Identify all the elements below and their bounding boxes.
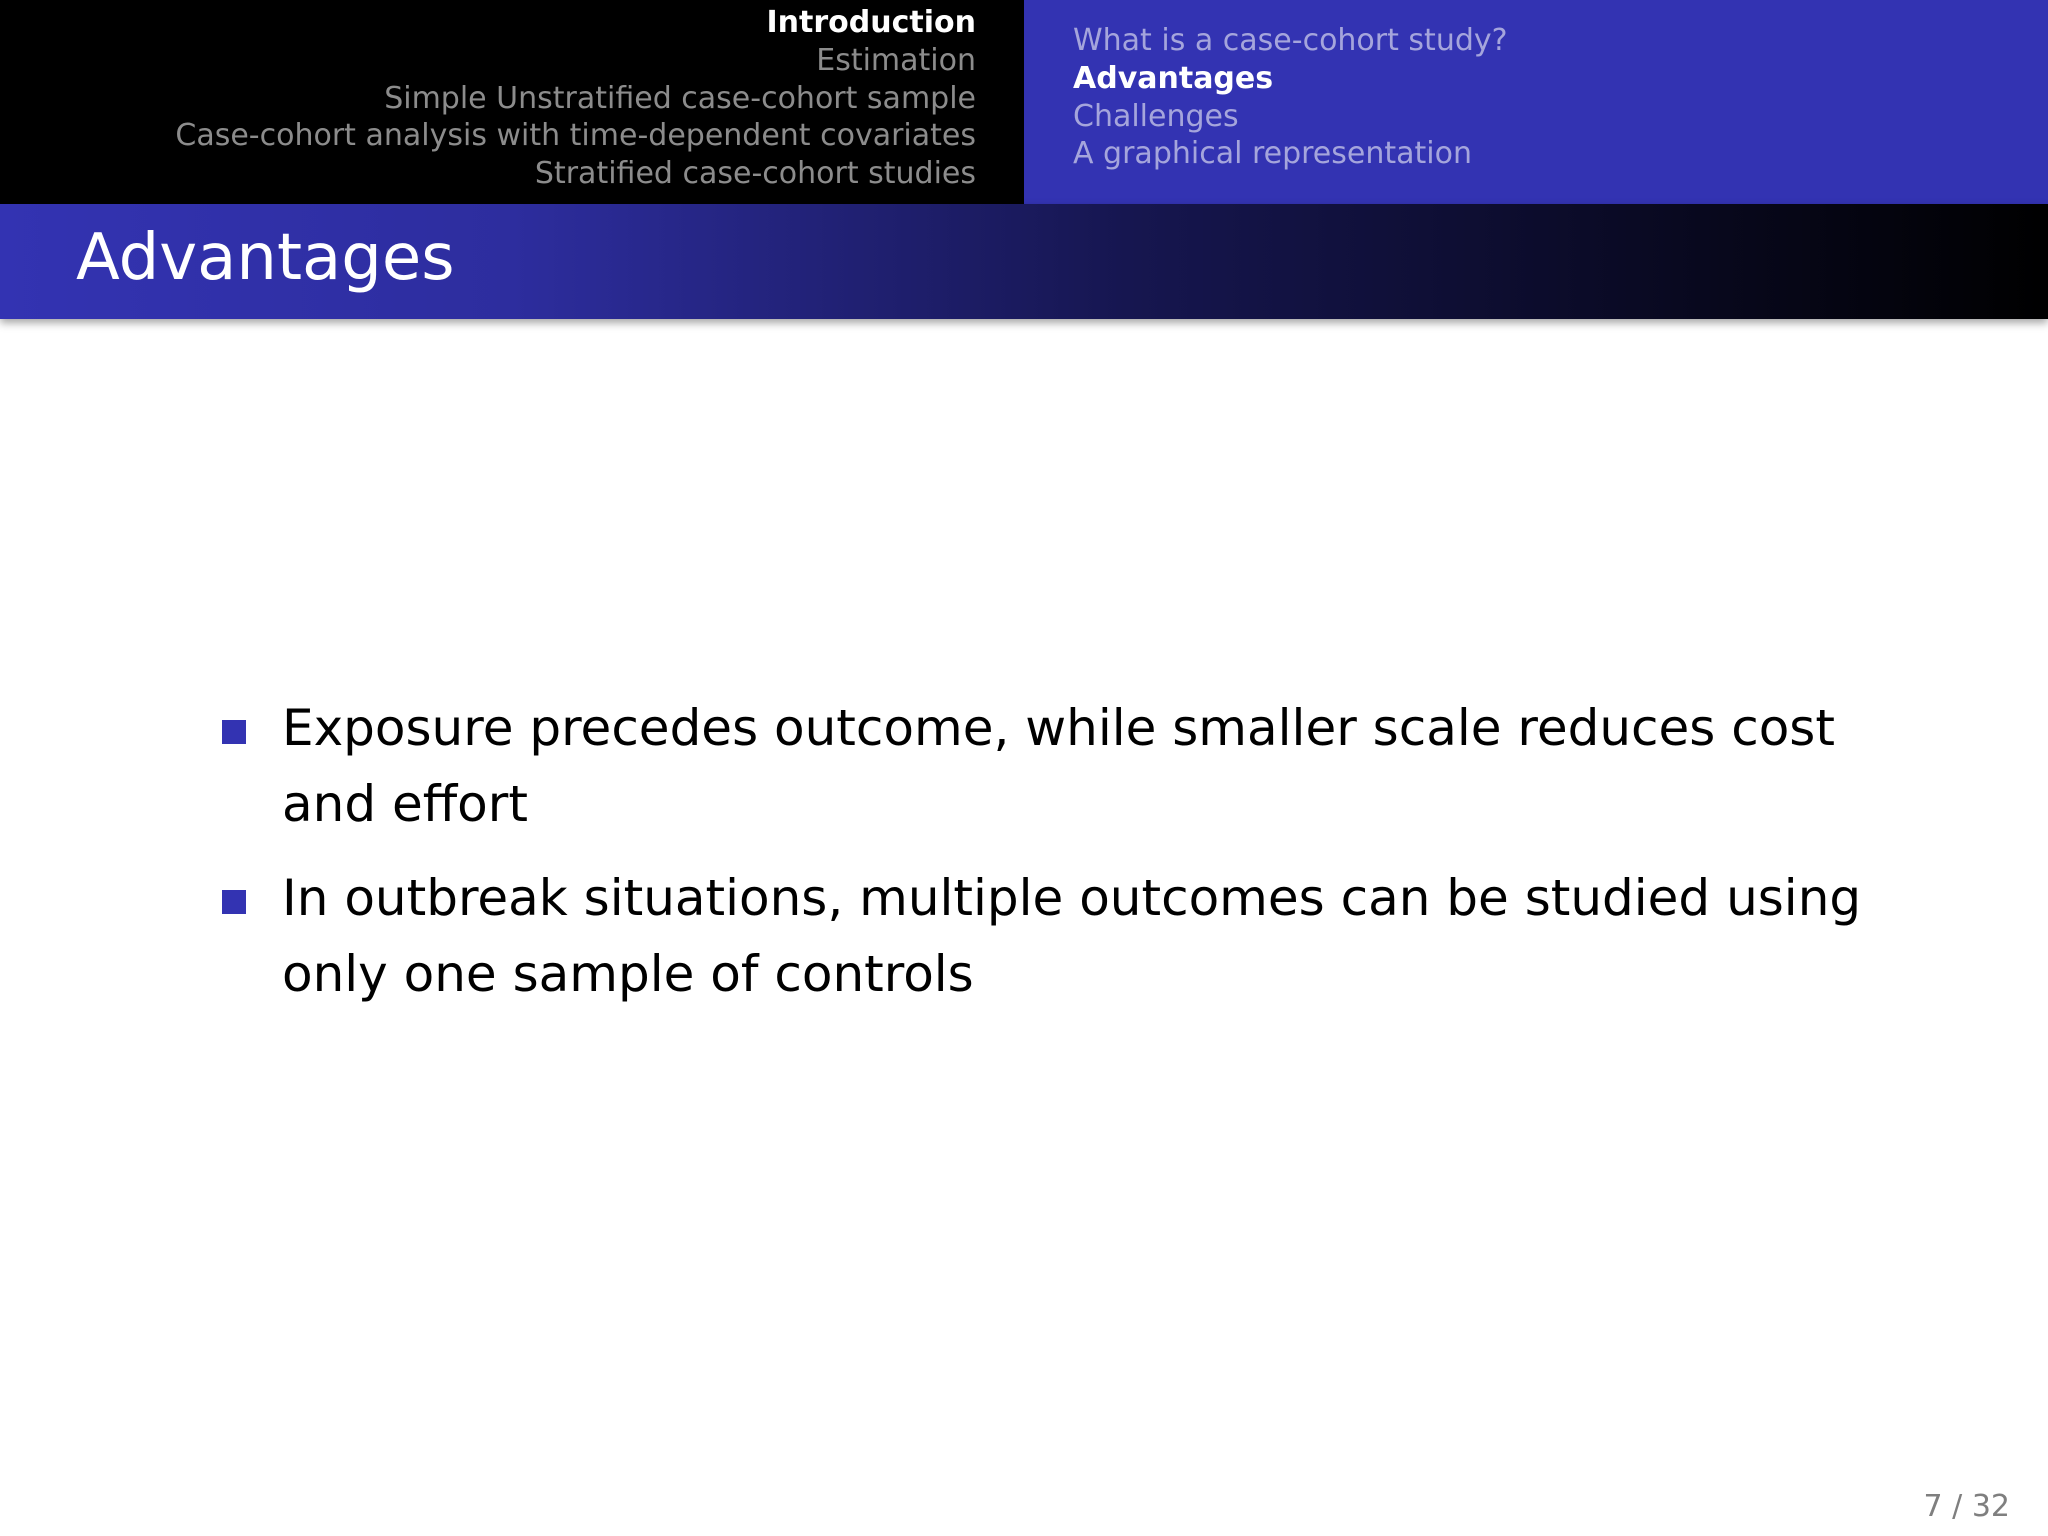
- square-bullet-icon: [222, 720, 246, 744]
- nav-subsection-what-is[interactable]: What is a case-cohort study?: [1073, 23, 1508, 58]
- headline-navigation: [0, 0, 2048, 204]
- square-bullet-icon: [222, 890, 246, 914]
- slide-title: Advantages: [76, 221, 455, 295]
- frame-title-bar: [0, 204, 2048, 319]
- nav-section-estimation[interactable]: Estimation: [816, 42, 976, 78]
- list-item-text: In outbreak situations, multiple outcomes can be studied using only one sample of controls: [282, 869, 1862, 1003]
- nav-section-time-dependent-covariates[interactable]: Case-cohort analysis with time-dependent covariates: [175, 118, 976, 154]
- page-number: 7 / 32: [1923, 1489, 2010, 1524]
- nav-subsection-challenges[interactable]: Challenges: [1073, 98, 1239, 134]
- section-navigation: [0, 0, 1024, 204]
- slide-content: [222, 690, 1922, 1030]
- list-item-text: Exposure precedes outcome, while smaller scale reduces cost and effort: [282, 699, 1835, 833]
- nav-subsection-graphical[interactable]: A graphical representation: [1073, 136, 1472, 172]
- nav-section-introduction[interactable]: Introduction: [766, 5, 976, 40]
- subsection-navigation: [1024, 0, 2048, 204]
- nav-section-simple-unstratified[interactable]: Simple Unstratified case-cohort sample: [384, 80, 976, 116]
- nav-subsection-advantages[interactable]: Advantages: [1073, 60, 1274, 96]
- nav-section-stratified[interactable]: Stratified case-cohort studies: [534, 156, 976, 192]
- list-item: [222, 690, 1922, 842]
- list-item: [222, 860, 1922, 1012]
